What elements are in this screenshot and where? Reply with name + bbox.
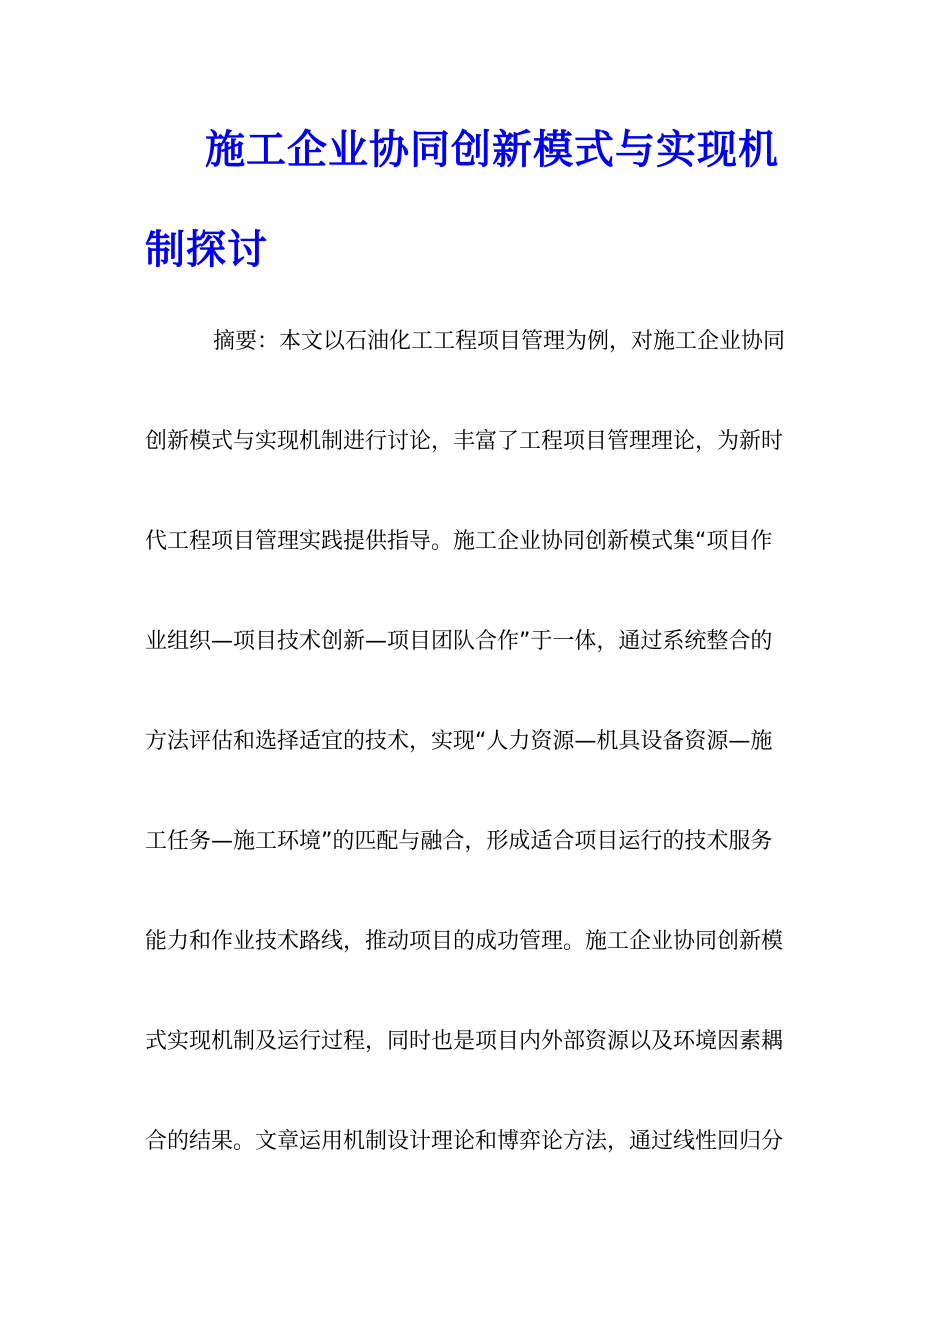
document-title-line-2: 制探讨 bbox=[145, 226, 268, 273]
abstract-line-3: 代工程项目管理实践提供指导。施工企业协同创新模式集“项目作 bbox=[145, 529, 773, 554]
abstract-line-2: 创新模式与实现机制进行讨论，丰富了工程项目管理理论，为新时 bbox=[145, 429, 784, 454]
abstract-line-4: 业组织—项目技术创新—项目团队合作”于一体，通过系统整合的 bbox=[145, 629, 773, 654]
abstract-line-1: 摘要：本文以石油化工工程项目管理为例，对施工企业协同 bbox=[213, 329, 786, 354]
document-title-line-1: 施工企业协同创新模式与实现机 bbox=[205, 126, 779, 173]
abstract-line-8: 式实现机制及运行过程，同时也是项目内外部资源以及环境因素耦 bbox=[145, 1029, 784, 1054]
abstract-line-7: 能力和作业技术路线，推动项目的成功管理。施工企业协同创新模 bbox=[145, 929, 784, 954]
abstract-line-5: 方法评估和选择适宜的技术，实现“人力资源—机具设备资源—施 bbox=[145, 729, 773, 754]
abstract-line-6: 工任务—施工环境”的匹配与融合，形成适合项目运行的技术服务 bbox=[145, 829, 773, 854]
abstract-line-9: 合的结果。文章运用机制设计理论和博弈论方法，通过线性回归分 bbox=[145, 1129, 784, 1154]
